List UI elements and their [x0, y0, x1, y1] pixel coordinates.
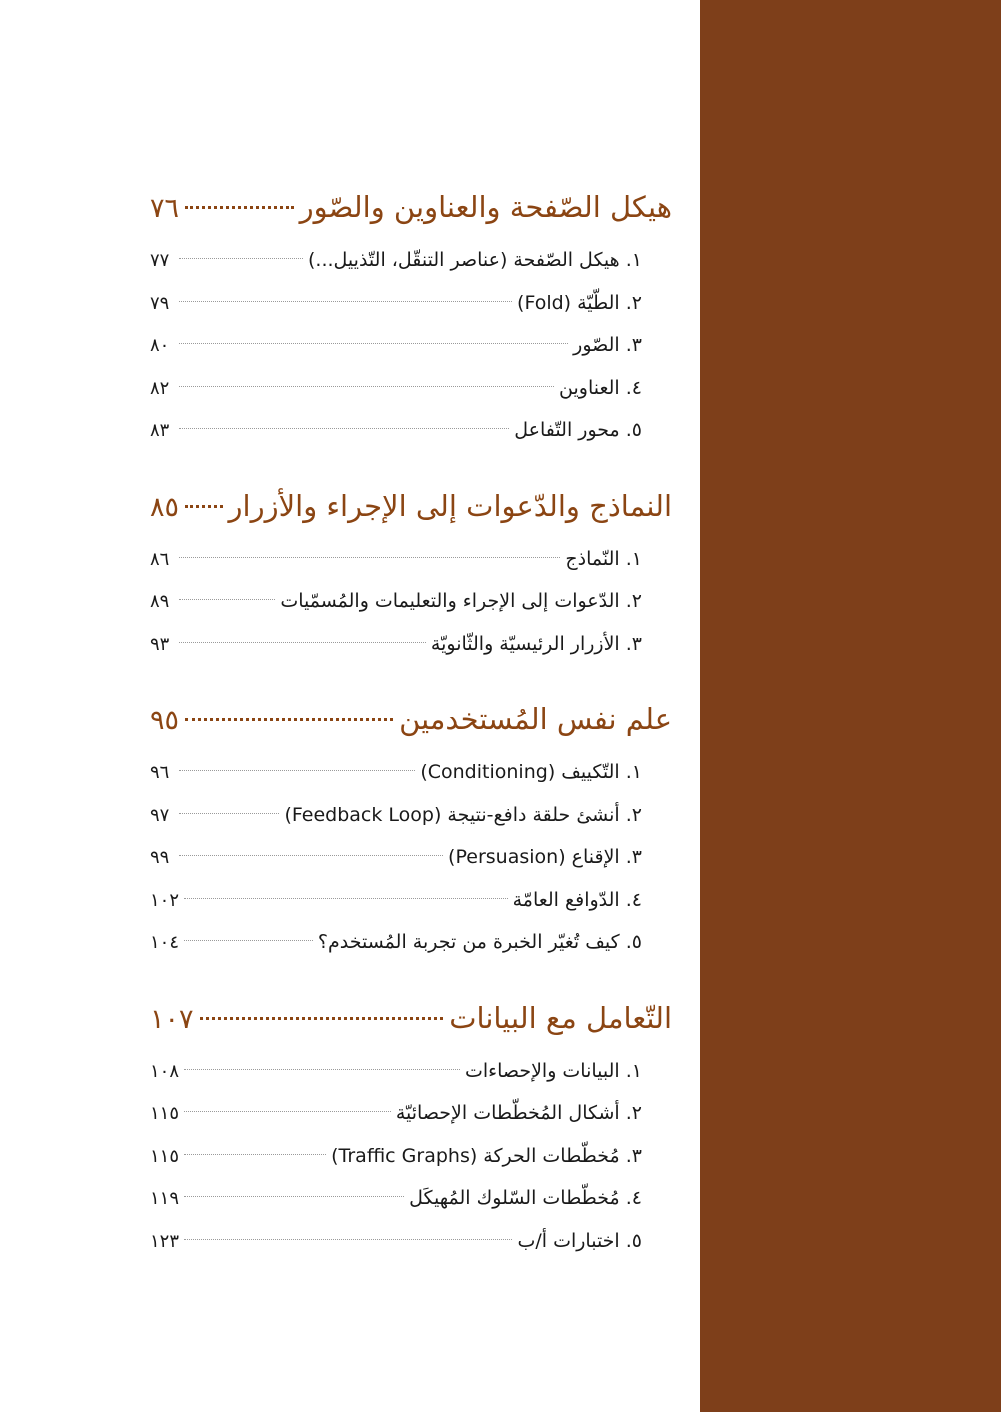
entry-page-number: ٧٩: [150, 292, 170, 314]
entry-label: ٢. الطّيّة (Fold): [517, 291, 642, 314]
dot-leader: [184, 1111, 391, 1112]
section-page-number: ٧٦: [150, 193, 180, 224]
dot-leader: [179, 599, 275, 600]
side-color-band: [700, 0, 1001, 1412]
entry-label: ١. البيانات والإحصاءات: [464, 1059, 642, 1082]
toc-entry[interactable]: [150, 409, 672, 452]
entry-page-number: ١٠٢: [150, 889, 180, 911]
dot-leader: [179, 642, 426, 643]
entry-label: ٣. الصّور: [573, 334, 642, 356]
entry-page-number: ٨٩: [150, 591, 170, 612]
dot-leader: [184, 1239, 512, 1240]
toc-entry[interactable]: [150, 1220, 672, 1263]
toc-section-user-psychology: [150, 695, 672, 964]
dot-leader: [184, 940, 313, 941]
dot-leader: [179, 813, 279, 814]
toc-entry[interactable]: [150, 1092, 672, 1135]
entry-label: ١. النّماذج: [565, 547, 642, 570]
toc-entry[interactable]: [150, 921, 672, 964]
entry-page-number: ٨٣: [150, 420, 170, 441]
toc-section-data: [150, 994, 672, 1263]
entry-page-number: ١٠٤: [150, 932, 180, 953]
toc-section-heading[interactable]: [150, 183, 672, 231]
toc-section-heading[interactable]: [150, 994, 672, 1042]
toc-entry[interactable]: [150, 751, 672, 794]
entry-label: ٥. اختبارات أ/ب: [517, 1229, 642, 1252]
entry-page-number: ١٢٣: [150, 1230, 180, 1252]
dot-leader: [185, 718, 393, 721]
toc-entry[interactable]: [150, 324, 672, 367]
entry-page-number: ١١٥: [150, 1145, 180, 1167]
dot-leader: [185, 206, 294, 209]
toc-section-heading[interactable]: [150, 695, 672, 743]
dot-leader: [179, 557, 560, 558]
section-title: علم نفس المُستخدمين: [399, 702, 672, 736]
section-title: هيكل الصّفحة والعناوين والصّور: [299, 190, 672, 224]
toc-entry[interactable]: [150, 538, 672, 581]
dot-leader: [179, 301, 512, 302]
toc-entry[interactable]: [150, 794, 672, 837]
entry-page-number: ١٠٨: [150, 1060, 180, 1082]
toc-section-forms-cta: [150, 482, 672, 666]
entry-page-number: ٨٦: [150, 548, 170, 570]
dot-leader: [184, 1154, 326, 1155]
section-page-number: ٩٥: [150, 705, 180, 736]
toc-entry[interactable]: [150, 836, 672, 879]
entry-page-number: ٩٦: [150, 762, 170, 783]
toc-entry[interactable]: [150, 1050, 672, 1093]
entry-label: ٢. أنشئ حلقة دافع-نتيجة (Feedback Loop): [284, 803, 642, 826]
dot-leader: [179, 386, 554, 387]
dot-leader: [179, 855, 443, 856]
entry-label: ٢. أشكال المُخطّطات الإحصائيّة: [395, 1102, 642, 1124]
entry-label: ٣. مُخطّطات الحركة (Traffic Graphs): [331, 1144, 642, 1167]
dot-leader: [179, 770, 415, 771]
entry-label: ٣. الأزرار الرئيسيّة والثّانويّة: [430, 632, 642, 655]
entry-page-number: ٧٧: [150, 250, 170, 271]
entry-page-number: ١١٥: [150, 1103, 180, 1124]
entry-label: ٣. الإقناع (Persuasion): [448, 846, 642, 868]
entry-page-number: ٩٩: [150, 847, 170, 868]
toc-section-heading[interactable]: [150, 482, 672, 530]
table-of-contents: [150, 183, 672, 1292]
entry-label: ٢. الدّعوات إلى الإجراء والتعليمات والمُسمّيات: [280, 590, 642, 612]
entry-label: ٤. العناوين: [559, 376, 642, 399]
dot-leader: [184, 1196, 404, 1197]
entry-page-number: ٨٢: [150, 377, 170, 399]
dot-leader: [184, 1069, 460, 1070]
entry-page-number: ٨٠: [150, 335, 170, 356]
dot-leader: [184, 898, 508, 899]
section-title: التّعامل مع البيانات: [449, 1000, 672, 1035]
dot-leader: [200, 1017, 444, 1020]
toc-entry[interactable]: [150, 879, 672, 922]
entry-label: ٥. كيف تُغيّر الخبرة من تجربة المُستخدم؟: [317, 931, 642, 953]
entry-page-number: ٩٧: [150, 804, 170, 826]
toc-section-page-structure: [150, 183, 672, 452]
toc-entry[interactable]: [150, 580, 672, 623]
dot-leader: [179, 258, 303, 259]
entry-label: ١. هيكل الصّفحة (عناصر التنقّل، التّذييل...): [308, 249, 642, 271]
toc-entry[interactable]: [150, 367, 672, 410]
entry-page-number: ١١٩: [150, 1188, 180, 1209]
dot-leader: [185, 505, 223, 508]
toc-entry[interactable]: [150, 282, 672, 325]
section-title: النماذج والدّعوات إلى الإجراء والأزرار: [228, 488, 672, 523]
toc-entry[interactable]: [150, 239, 672, 282]
toc-entry[interactable]: [150, 1177, 672, 1220]
section-page-number: ٨٥: [150, 491, 180, 523]
dot-leader: [179, 343, 568, 344]
section-page-number: ١٠٧: [150, 1003, 194, 1035]
entry-page-number: ٩٣: [150, 633, 170, 655]
entry-label: ١. التّكييف (Conditioning): [420, 761, 642, 783]
dot-leader: [179, 428, 509, 429]
entry-label: ٤. الدّوافع العامّة: [512, 888, 642, 911]
toc-entry[interactable]: [150, 1135, 672, 1178]
entry-label: ٥. محور التّفاعل: [514, 419, 642, 441]
toc-entry[interactable]: [150, 623, 672, 666]
entry-label: ٤. مُخطّطات السّلوك المُهيكَل: [409, 1187, 642, 1209]
